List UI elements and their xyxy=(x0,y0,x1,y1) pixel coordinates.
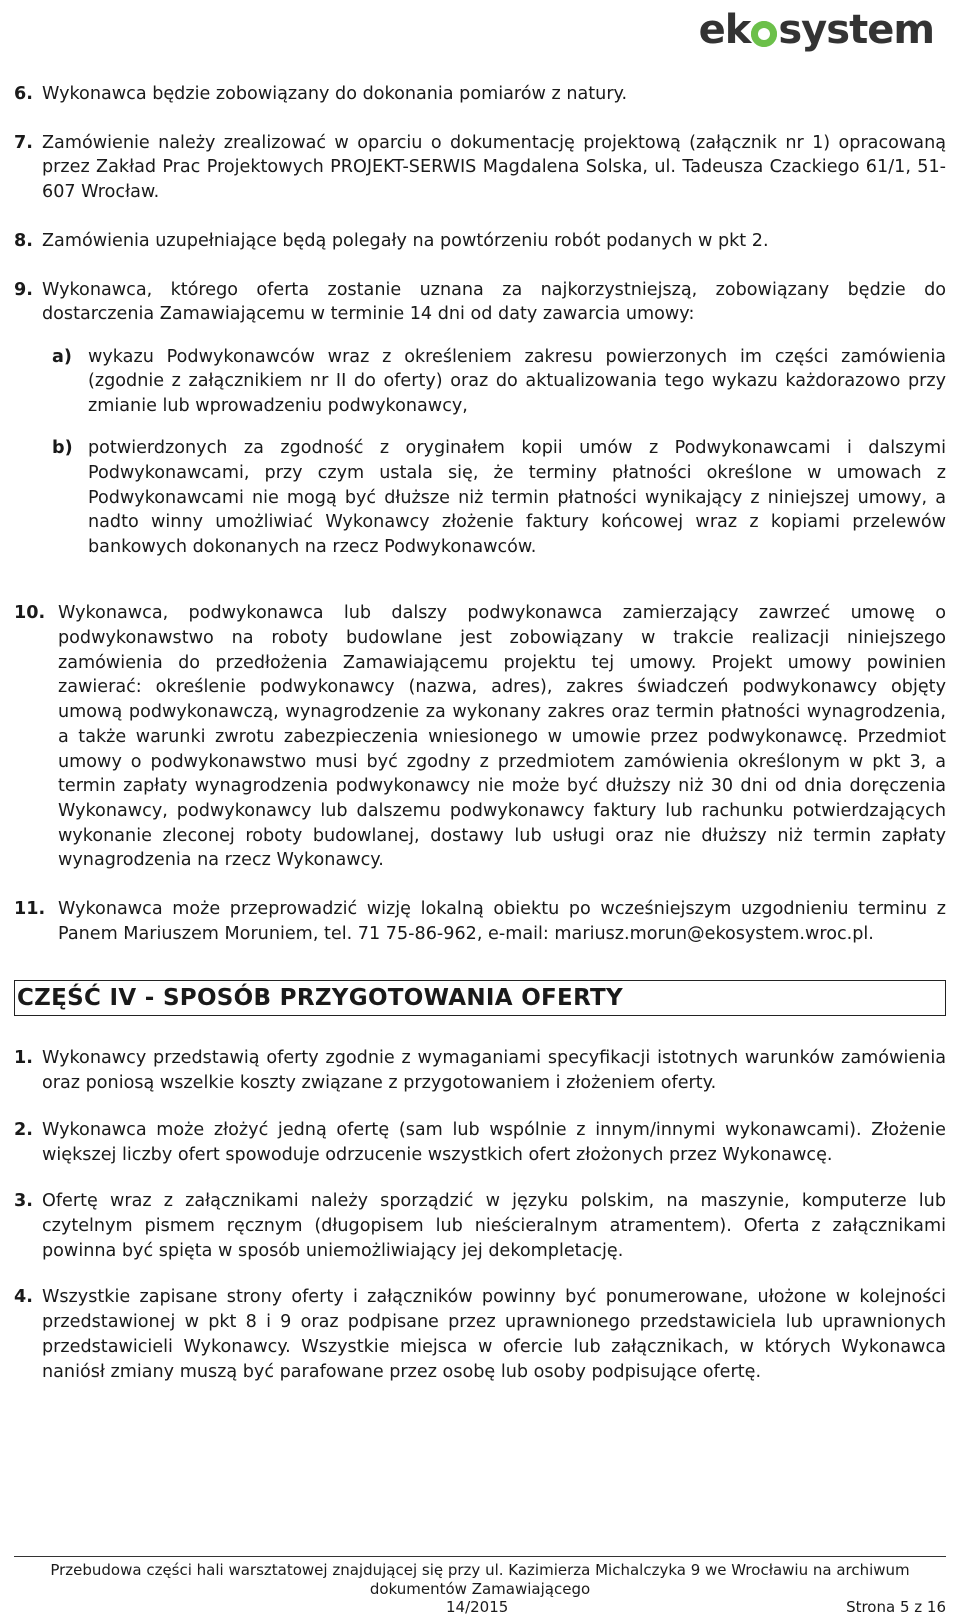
ekosystem-logo: ek system xyxy=(698,7,934,53)
section-item-2 xyxy=(14,1118,946,1167)
item-text: Wykonawca, którego oferta zostanie uznana za najkorzystniejszą, zobowiązany będzie do dostarczenia Zamawiającemu w terminie 14 dni od daty zawarcia umowy: xyxy=(42,279,946,325)
sub-item-letter: b) xyxy=(52,438,73,459)
section-heading: CZĘŚĆ IV - SPOSÓB PRZYGOTOWANIA OFERTY xyxy=(14,980,946,1016)
item-text: Wszystkie zapisane strony oferty i załączników powinny być ponumerowane, ułożone w kolejności przedstawionej w pkt 8 i 9 oraz podpisane przez uprawnionego przedstawiciela lub uprawnionych przedstawicieli Wykonawcy. Wszystkie miejsca w ofercie lub załącznikach, w których Wykonawca naniósł zmiany muszą być parafowane przez osobę lub osoby podpisujące ofertę. xyxy=(42,1287,946,1382)
item-text: Ofertę wraz z załącznikami należy sporządzić w języku polskim, na maszynie, komputerze lub czytelnym pismem ręcznym (długopisem lub nieścieralnym atramentem). Oferta z załącznikami powinna być spięta w sposób uniemożliwiający jej dekompletację. xyxy=(42,1191,946,1261)
footer-title-line1: Przebudowa części hali warsztatowej znajdującej się przy ul. Kazimierza Michalczyka 9 we Wrocławiu na archiwum xyxy=(50,1561,910,1579)
item-text: Wykonawca może przeprowadzić wizję lokalną obiektu po wcześniejszym uzgodnieniu terminu z Panem Mariuszem Moruniem, tel. 71 75-86-962, e-mail: mariusz.morun@ekosystem.wroc.pl. xyxy=(58,899,946,944)
sub-item-text: potwierdzonych za zgodność z oryginałem kopii umów z Podwykonawcami i dalszymi Podwykonawcami, przy czym ustala się, że terminy płatności określone w umowach z Podwykonawcami nie mogą być dłuższe niż termin płatności wynikający z niniejszej umowy, a nadto winny umożliwiać Wykonawcy złożenie faktury końcowej wraz z kopiami przelewów bankowych dokonanych na rzecz Podwykonawców. xyxy=(88,438,946,558)
list-item-6 xyxy=(14,82,946,107)
item-number: 7. xyxy=(14,132,33,153)
list-item-7 xyxy=(14,131,946,205)
logo-circle-icon xyxy=(751,21,777,47)
item-number: 10. xyxy=(14,603,46,624)
section-item-3 xyxy=(14,1189,946,1263)
item-number: 8. xyxy=(14,230,33,251)
item-number: 6. xyxy=(14,84,33,104)
item-number: 9. xyxy=(14,279,33,300)
item-number: 1. xyxy=(14,1048,33,1069)
list-item-10 xyxy=(14,601,946,873)
sub-item-b xyxy=(14,436,946,560)
list-item-8 xyxy=(14,229,946,254)
sub-item-a xyxy=(14,345,946,419)
section-item-1 xyxy=(14,1046,946,1095)
item-text: Zamówienie należy zrealizować w oparciu o dokumentację projektową (załącznik nr 1) opracowaną przez Zakład Prac Projektowych PROJEKT-SERWIS Magdalena Solska, ul. Tadeusza Czackiego 61/1, 51-607 Wrocław. xyxy=(42,132,946,203)
item-text: Wykonawca będzie zobowiązany do dokonania pomiarów z natury. xyxy=(42,84,628,104)
item-text: Zamówienia uzupełniające będą polegały na powtórzeniu robót podanych w pkt 2. xyxy=(42,230,769,251)
document-number: 14/2015 xyxy=(446,1598,509,1616)
sub-item-letter: a) xyxy=(52,346,72,367)
item-text: Wykonawca, podwykonawca lub dalszy podwykonawca zamierzający zawrzeć umowę o podwykonawstwo na roboty budowlane jest zobowiązany w trakcie realizacji niniejszego zamówienia do przedłożenia Zamawiającemu projektu tej umowy. Projekt umowy powinien zawierać: określenie podwykonawcy (nazwa, adres), zakres świadczeń podwykonawcy objęty umową podwykonawczą, wynagrodzenie za wykonany zakres oraz termin płatności wynagrodzenia, a także warunki zwrotu zabezpieczenia wniesionego w umowie przez podwykonawcę. Przedmiot umowy o podwykonawstwo musi być zgodny z przedmiotem zamówienia określonym w pkt 3, a termin zapłaty wynagrodzenia podwykonawcy nie może być dłuższy niż 30 dni od dnia doręczenia Wykonawcy, podwykonawcy lub dalszemu podwykonawcy faktury lub rachunku potwierdzających wykonanie zleconej roboty budowlanej, dostawy lub usługi oraz nie dłuższy niż termin zapłaty wynagrodzenia na rzecz Wykonawcy. xyxy=(58,603,946,871)
sub-item-text: wykazu Podwykonawców wraz z określeniem zakresu powierzonych im części zamówienia (zgodnie z załącznikiem nr II do oferty) oraz do aktualizowania tego wykazu każdorazowo przy zmianie lub wprowadzeniu podwykonawcy, xyxy=(88,346,946,416)
page-footer xyxy=(14,1556,946,1599)
item-text: Wykonawca może złożyć jedną ofertę (sam lub wspólnie z innym/innymi wykonawcami). Złożenie większej liczby ofert spowoduje odrzucenie wszystkich ofert złożonych przez Wykonawcę. xyxy=(42,1119,946,1165)
list-item-9 xyxy=(14,278,946,327)
item-text: Wykonawcy przedstawią oferty zgodnie z wymaganiami specyfikacji istotnych warunków zamówienia oraz poniosą wszelkie koszty związane z przygotowaniem i złożeniem oferty. xyxy=(42,1048,946,1094)
item-number: 4. xyxy=(14,1287,33,1308)
item-number: 11. xyxy=(14,899,46,920)
section-item-4 xyxy=(14,1285,946,1384)
list-item-11 xyxy=(14,897,946,946)
footer-title-line2: dokumentów Zamawiającego xyxy=(369,1580,591,1598)
item-number: 3. xyxy=(14,1191,33,1212)
document-body xyxy=(14,82,946,1384)
item-number: 2. xyxy=(14,1119,33,1140)
page-number: Strona 5 z 16 xyxy=(846,1598,946,1616)
